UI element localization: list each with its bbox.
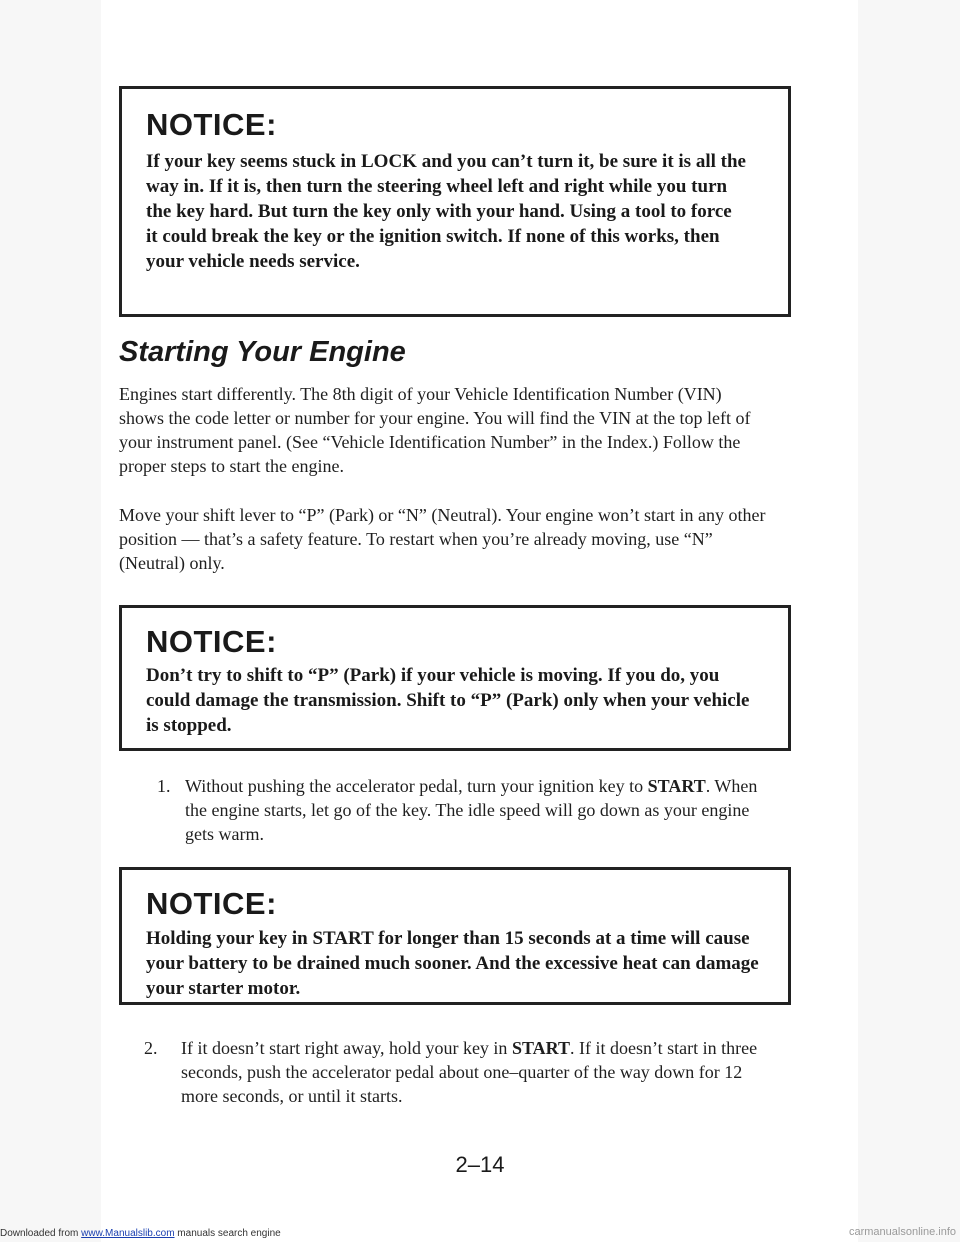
download-footer <box>0 1228 281 1239</box>
manualslib-link[interactable]: www.Manualslib.com <box>81 1228 175 1239</box>
step-text-part: Without pushing the accelerator pedal, turn your ignition key to <box>185 776 648 796</box>
notice-box-start-duration <box>119 867 791 1005</box>
paragraph-shift-lever: Move your shift lever to “P” (Park) or “N” (Neutral). Your engine won’t start in any other position — that’s a safety feature. To restart when you’re already moving, use “N” (Neutral) only. <box>119 505 766 573</box>
page-number: 2–14 <box>455 1152 505 1177</box>
step-1 <box>157 774 797 854</box>
step-text-part: . When the engine starts, let go of the key. The idle speed will go down as your engine gets warm. <box>185 776 758 844</box>
paragraph-engine-vin: Engines start differently. The 8th digit of your Vehicle Identification Number (VIN) shows the code letter or number for your engine. You will find the VIN at the top left of your instrument panel. (See “Vehicle Identification Number” in the Index.) Follow the proper steps to start the engine. <box>119 384 751 476</box>
notice-box-shift-park <box>119 605 791 751</box>
notice-text: Don’t try to shift to “P” (Park) if your vehicle is moving. If you do, you could damage the transmission. Shift to “P” (Park) only when your vehicle is stopped. <box>146 665 750 736</box>
step-text <box>157 774 777 846</box>
footer-suffix: manuals search engine <box>174 1228 281 1239</box>
notice-text: If your key seems stuck in LOCK and you can’t turn it, be sure it is all the way in. If it is, then turn the steering wheel left and right while you turn the key hard. But turn the key only with your hand. Using a tool to force it could break the key or the ignition switch. If none of this works, then your vehicle needs service. <box>146 151 746 272</box>
notice-title: NOTICE: <box>146 107 277 142</box>
step-keyword: START <box>647 776 706 796</box>
step-2 <box>144 1036 784 1116</box>
notice-title: NOTICE: <box>146 624 277 659</box>
step-number: 2. <box>144 1038 158 1058</box>
notice-box-key-stuck <box>119 86 791 317</box>
notice-text: Holding your key in START for longer than 15 seconds at a time will cause your battery to be drained much sooner. And the excessive heat can damage your starter motor. <box>146 928 759 999</box>
step-keyword: START <box>511 1038 570 1058</box>
step-text-part: If it doesn’t start right away, hold your key in <box>181 1038 512 1058</box>
footer-prefix: Downloaded from <box>0 1228 82 1239</box>
section-heading: Starting Your Engine <box>119 336 406 368</box>
notice-title: NOTICE: <box>146 886 277 921</box>
step-text <box>144 1036 764 1108</box>
step-text-part: . If it doesn’t start in three seconds, push the accelerator pedal about one–quarter of the way down for 12 more seconds, or until it starts. <box>181 1038 758 1106</box>
step-number: 1. <box>157 776 171 796</box>
watermark: carmanualsonline.info <box>848 1226 956 1238</box>
